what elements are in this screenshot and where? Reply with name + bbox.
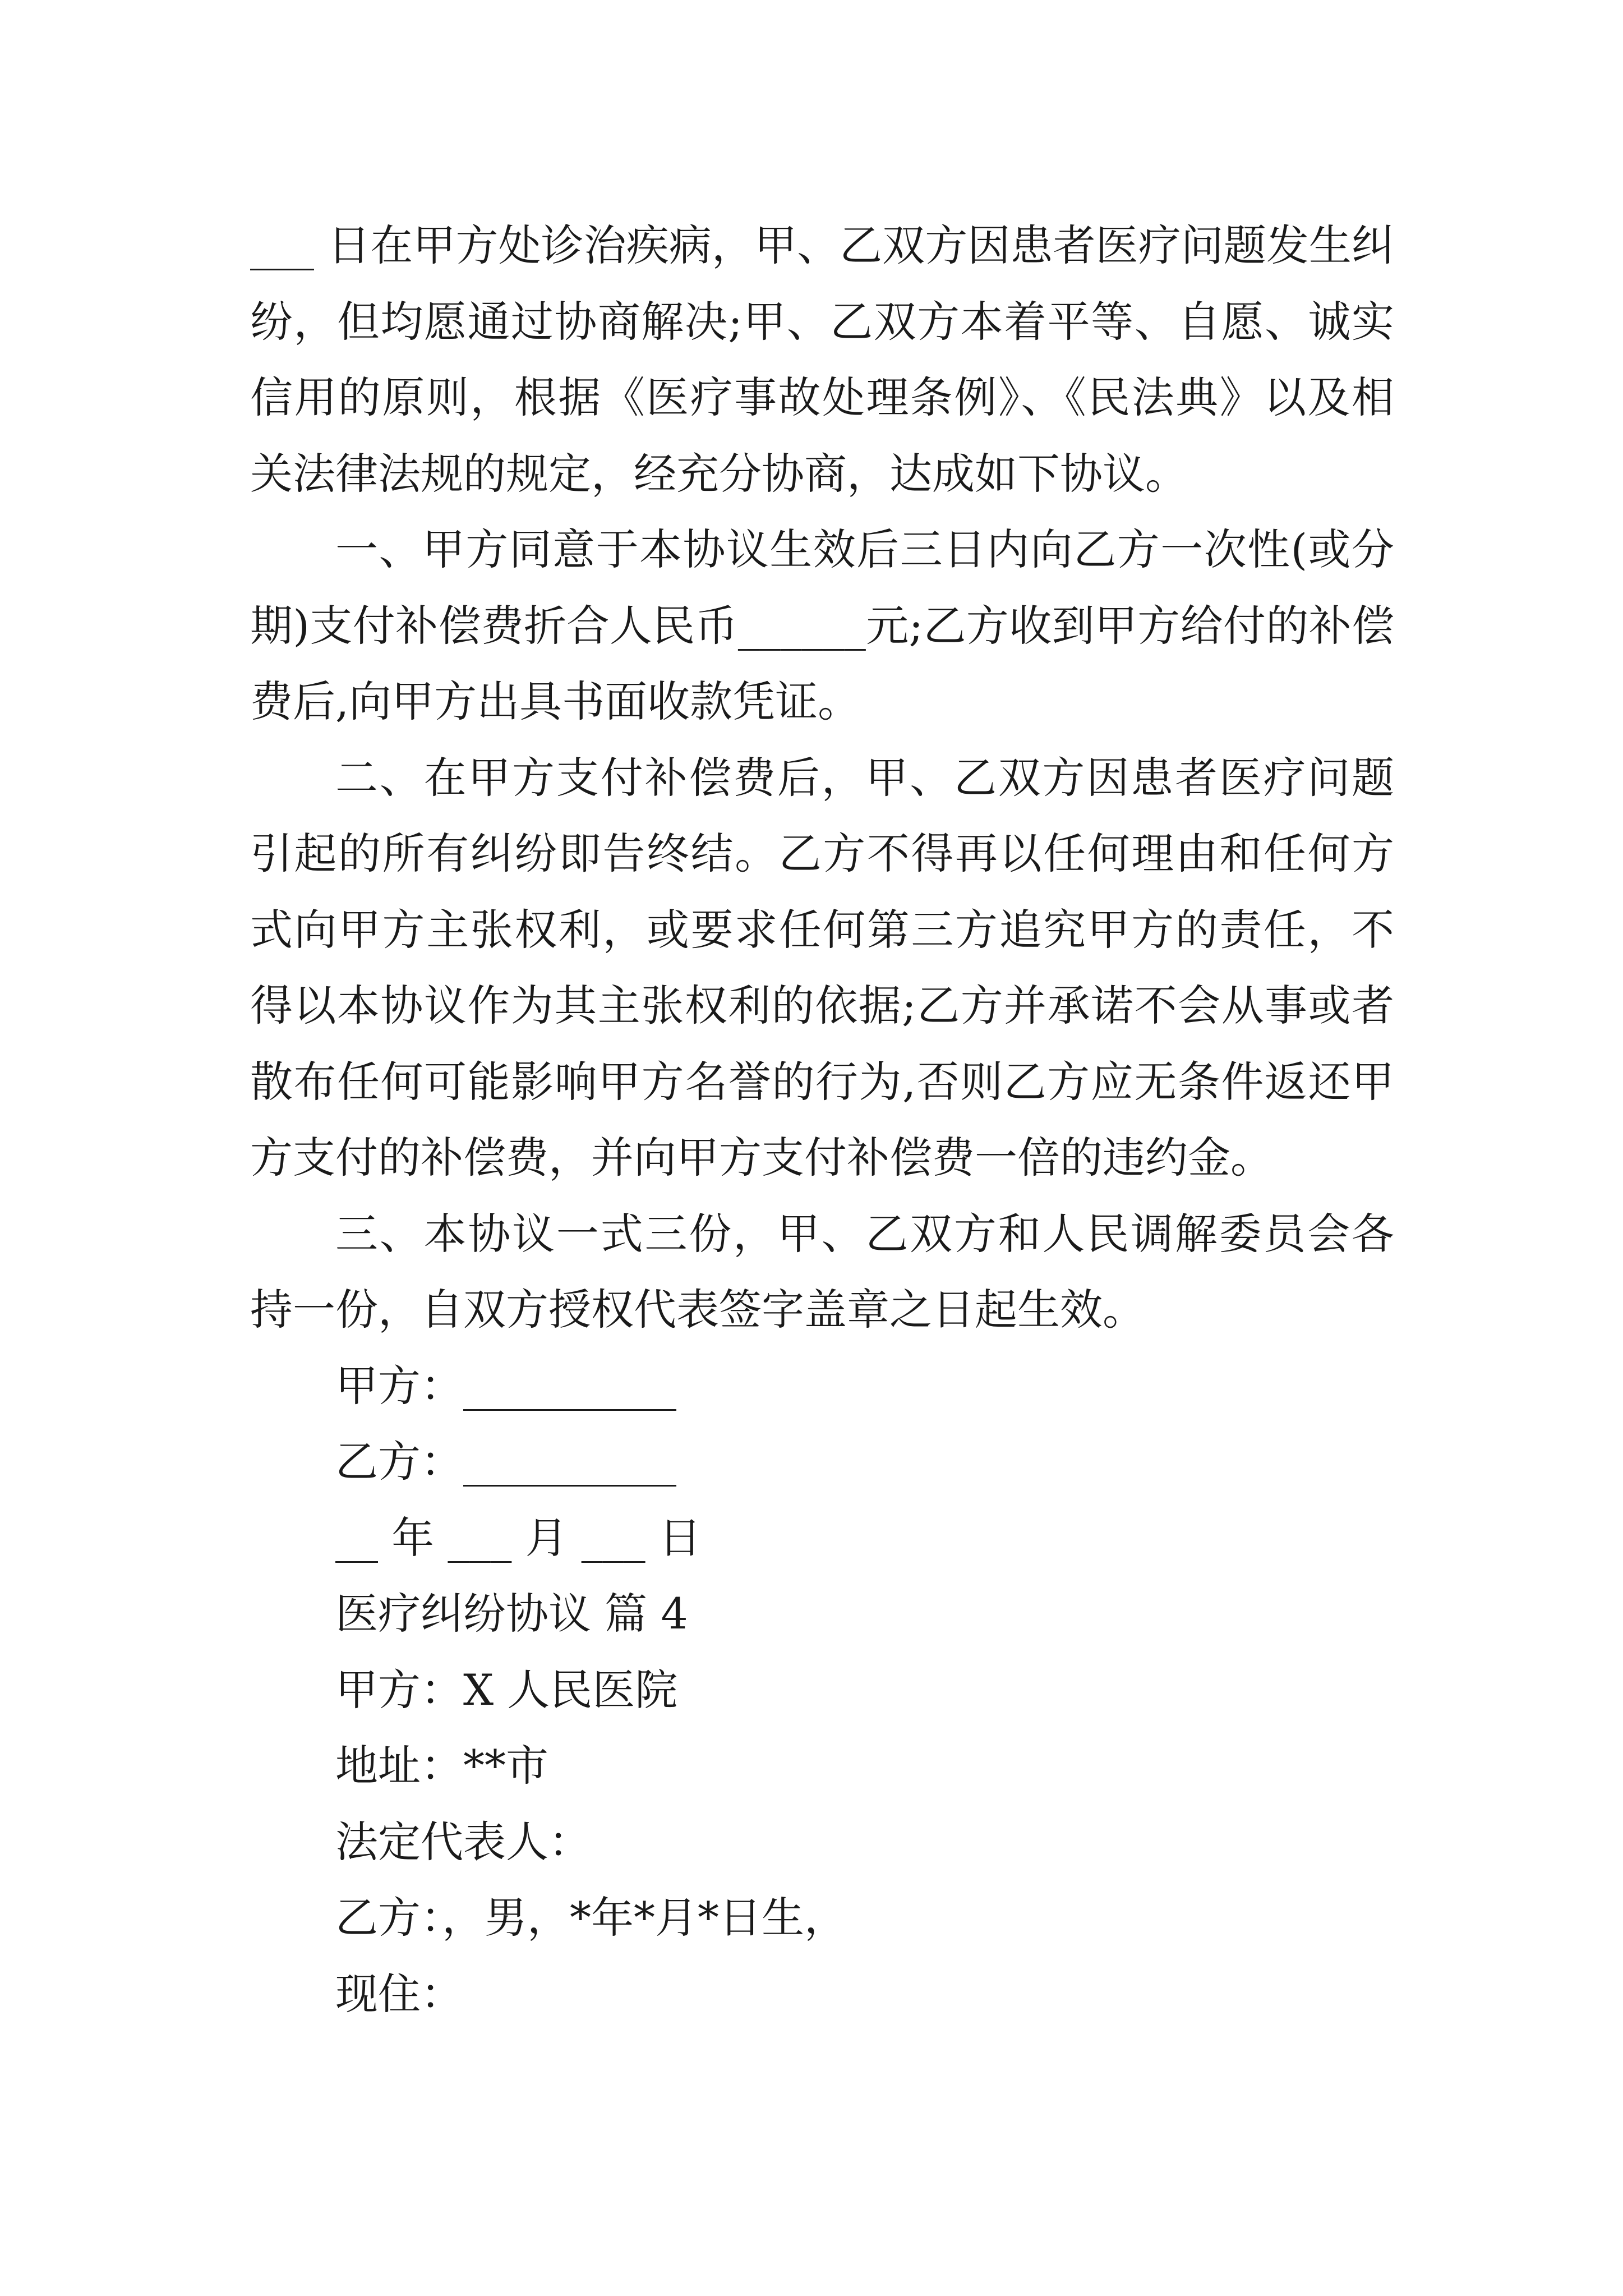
party-b-info-line: 乙方：，男，*年*月*日生，	[335, 1893, 847, 1943]
residence-line: 现住：	[335, 1968, 463, 2019]
section-title: 医疗纠纷协议 篇 4	[335, 1589, 688, 1639]
paragraph-intro: ___ 日在甲方处诊治疾病，甲、乙双方因患者医疗问题发生纠纷，但均愿通过协商解决;甲、乙双方本着平等、自愿、诚实信用的原则，根据《医疗事故处理条例》、《民法典》以及相关法律法规的规定，经充分协商，达成如下协议。	[250, 220, 1394, 499]
party-b-signature-line: 乙方：__________	[335, 1437, 676, 1487]
address-line: 地址：**市	[335, 1741, 548, 1791]
paragraph-clause-1: 一、甲方同意于本协议生效后三日内向乙方一次性(或分期)支付补偿费折合人民币______元;乙方收到甲方给付的补偿费后,向甲方出具书面收款凭证。	[250, 524, 1394, 726]
document-body	[250, 208, 1394, 2032]
paragraph-clause-2: 二、在甲方支付补偿费后，甲、乙双方因患者医疗问题引起的所有纠纷即告终结。乙方不得再以任何理由和任何方式向甲方主张权利，或要求任何第三方追究甲方的责任，不得以本协议作为其主张权利的依据;乙方并承诺不会从事或者散布任何可能影响甲方名誉的行为,否则乙方应无条件返还甲方支付的补偿费，并向甲方支付补偿费一倍的违约金。	[250, 752, 1394, 1182]
party-a-signature-line: 甲方：__________	[335, 1360, 676, 1411]
party-a-name: 甲方：X 人民医院	[335, 1664, 678, 1715]
date-line: __ 年 ___ 月 ___ 日	[335, 1512, 702, 1563]
legal-representative-line: 法定代表人：	[335, 1816, 591, 1867]
paragraph-clause-3: 三、本协议一式三份，甲、乙双方和人民调解委员会各持一份，自双方授权代表签字盖章之日起生效。	[250, 1208, 1394, 1335]
